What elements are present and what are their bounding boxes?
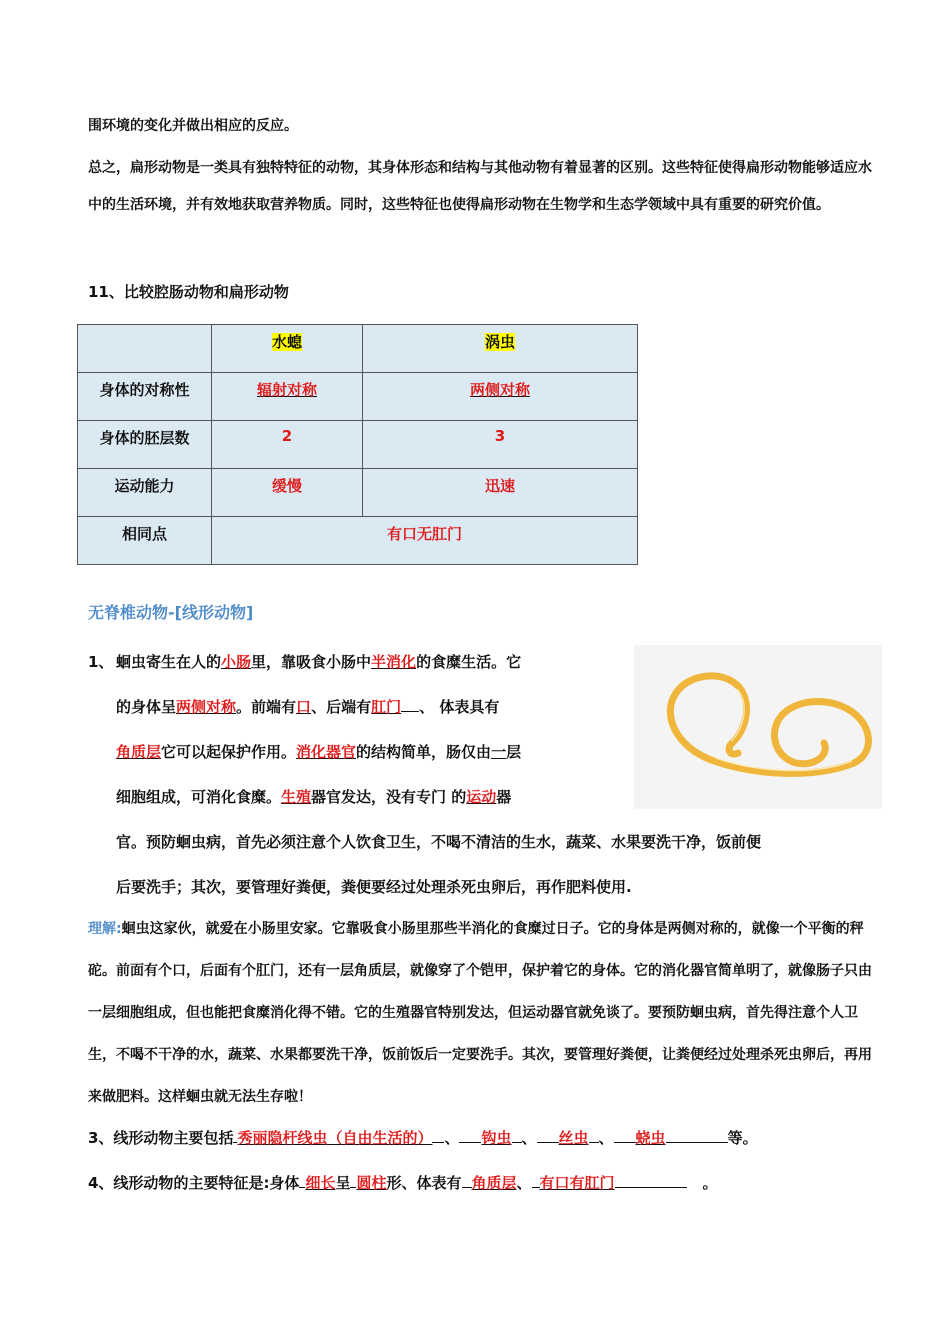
answer-blank: 角质层 [471,1174,517,1192]
q1-line: 的身体呈两侧对称。前端有口、后端有肛门 、 体表具有 [116,698,500,716]
cell-answer: 有口无肛门 [212,517,638,565]
header-planaria: 涡虫 [484,333,515,351]
answer-blank: 角质层 [116,743,162,761]
q1-line: 细胞组成，可消化食糜。生殖器官发达，没有专门 的运动器 [116,788,512,806]
question-number: 1、 [88,653,114,671]
question-3: 3、线形动物主要包括 秀丽隐杆线虫（自由生活的） 、 钩虫 、 丝虫 、 蛲虫 等。 [88,1129,758,1147]
q1-line: 官。预防蛔虫病，首先必须注意个人饮食卫生，不喝不清洁的生水，蔬菜、水果要洗干净，饭前便 [116,833,762,851]
cell-answer: 辐射对称 [212,373,363,421]
cell-answer: 3 [363,421,638,469]
answer-blank: 肛门 [371,698,402,716]
cell-answer: 两侧对称 [363,373,638,421]
table-header-row [78,325,638,373]
explanation-paragraph [88,908,873,1118]
table-corner-cell [78,325,212,373]
roundworm-illustration [634,645,882,809]
answer-blank: 圆柱 [356,1174,387,1192]
intro-line: 围环境的变化并做出相应的反应。 [88,118,298,134]
q11-title: 11、比较腔肠动物和扁形动物 [88,283,289,301]
answer-blank: 钩虫 [481,1129,512,1147]
q1-line: 后要洗手；其次，要管理好粪便，粪便要经过处理杀死虫卵后，再作肥料使用. [116,878,632,896]
cell-answer: 缓慢 [212,469,363,517]
cell-answer: 迅速 [363,469,638,517]
answer-blank: 蛲虫 [635,1129,666,1147]
row-label: 身体的对称性 [78,373,212,421]
table-row [78,469,638,517]
answer-blank: 生殖 [281,788,312,806]
table-row [78,517,638,565]
note-label: 理解: [88,921,122,937]
comparison-table [77,324,638,565]
roundworm-image [634,645,882,809]
answer-blank: 丝虫 [558,1129,589,1147]
question-4: 4、线形动物的主要特征是:身体 细长呈 圆柱形、体表有 角质层、 有口有肛门 。 [88,1174,718,1192]
note-text: 蛔虫这家伙，就爱在小肠里安家。它靠吸食小肠里那些半消化的食糜过日子。它的身体是两侧对称的，就像一个平衡的秤砣。前面有个口，后面有个肛门，还有一层角质层，就像穿了个铠甲，保护着它的身体。它的消化器官简单明了，就像肠子只由一层细胞组成，但也能把食糜消化得不错。它的生殖器官特别发达，但运动器官就免谈了。要预防蛔虫病，首先得注意个人卫生，不喝不干净的水，蔬菜、水果都要洗干净，饭前饭后一定要洗手。其次，要管理好粪便，让粪便经过处理杀死虫卵后，再用来做肥料。这样蛔虫就无法生存啦！ [88,921,872,1105]
row-label: 身体的胚层数 [78,421,212,469]
answer-blank: 有口有肛门 [539,1174,615,1192]
answer-blank: 口 [296,698,312,716]
answer-blank: 运动 [466,788,497,806]
header-cell-planaria [363,325,638,373]
q1-line: 蛔虫寄生在人的小肠里，靠吸食小肠中半消化的食糜生活。它 [116,653,522,671]
answer-blank: 细长 [305,1174,336,1192]
row-label: 相同点 [78,517,212,565]
answer-blank: 半消化 [371,653,417,671]
summary-paragraph: 总之，扁形动物是一类具有独特特征的动物，其身体形态和结构与其他动物有着显著的区别。这些特征使得扁形动物能够适应水中的生活环境，并有效地获取营养物质。同时，这些特征也使得扁形动物在生物学和生态学领域中具有重要的研究价值。 [88,160,872,213]
section-title: 无脊椎动物-[线形动物] [88,603,254,622]
header-cell-hydra [212,325,363,373]
table-row [78,373,638,421]
table-row [78,421,638,469]
answer-blank: 一 [491,743,507,761]
answer-blank: 两侧对称 [176,698,237,716]
header-hydra: 水螅 [271,333,302,351]
answer-blank: 秀丽隐杆线虫（自由生活的） [237,1129,433,1147]
answer-blank: 消化器官 [296,743,357,761]
row-label: 运动能力 [78,469,212,517]
answer-blank: 小肠 [221,653,252,671]
q1-line: 角质层它可以起保护作用。消化器官的结构简单，肠仅由一层 [116,743,522,761]
cell-answer: 2 [212,421,363,469]
